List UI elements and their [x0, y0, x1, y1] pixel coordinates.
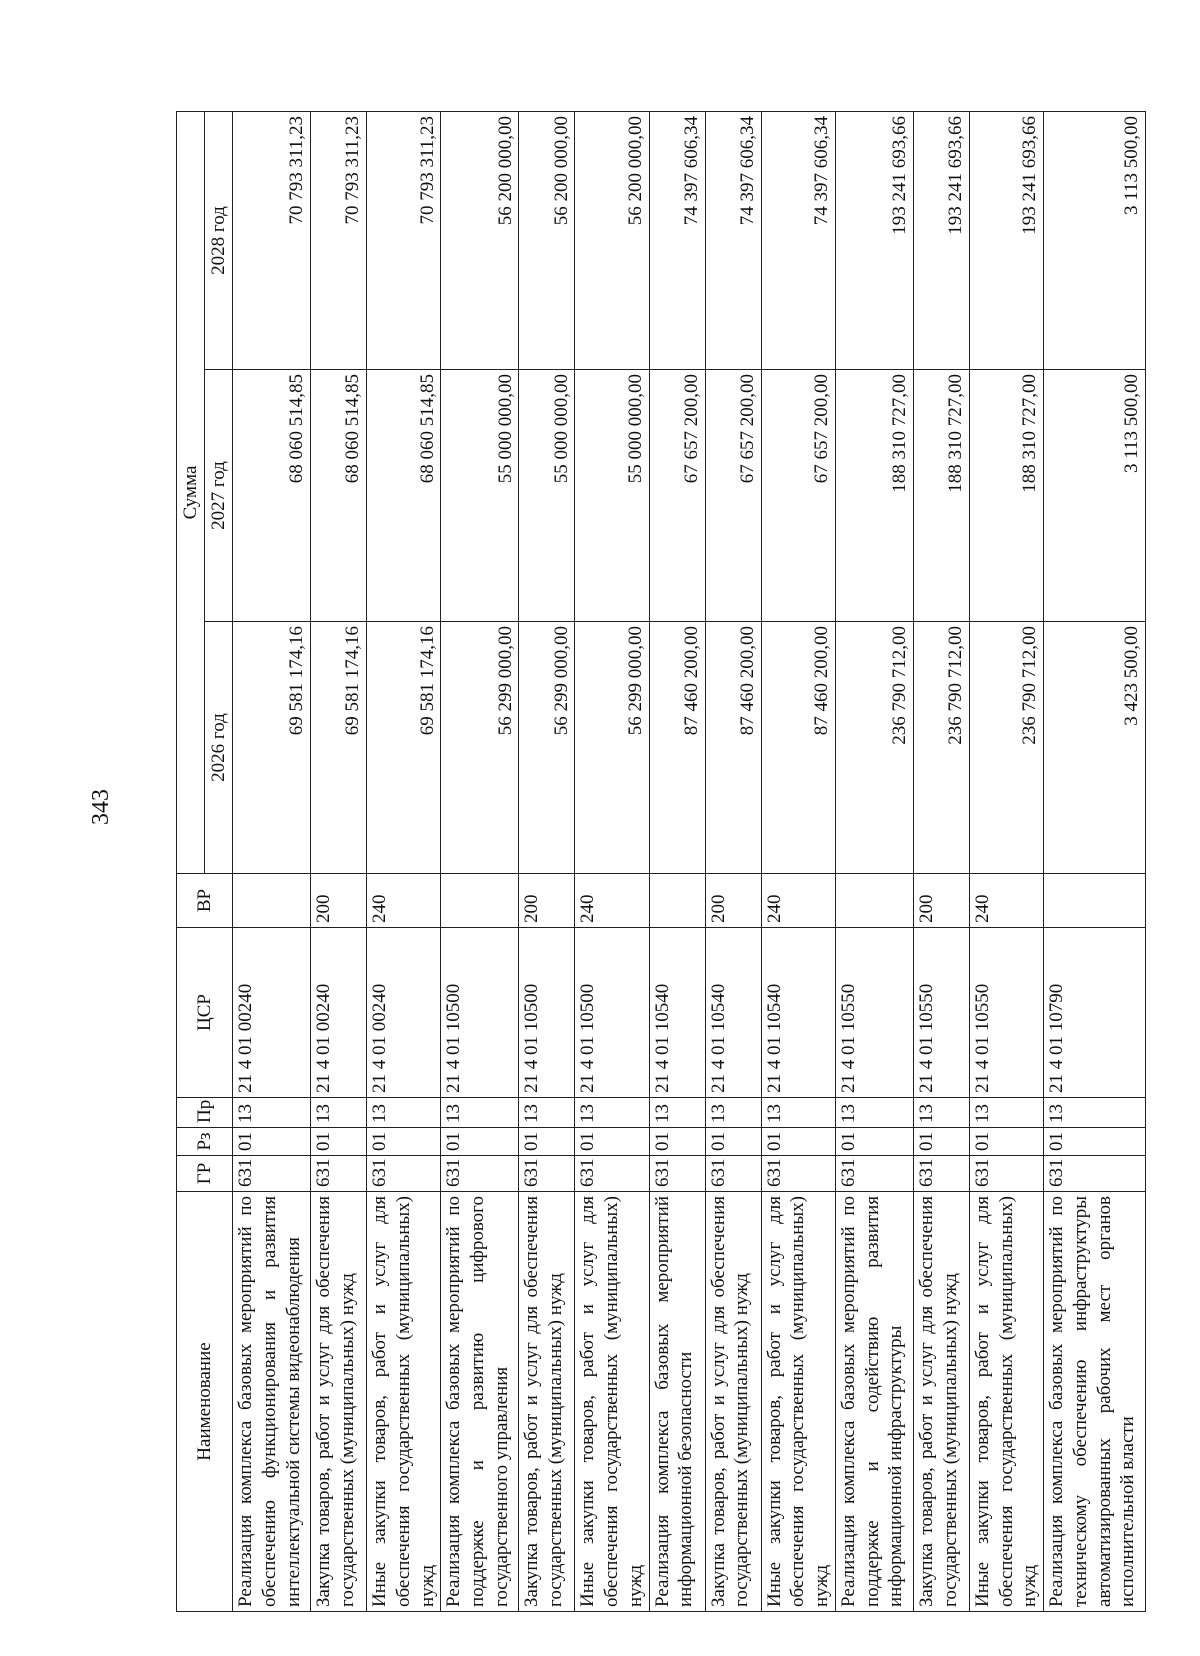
cell-y2027: 67 657 200,00: [761, 370, 835, 622]
cell-name: Закупка товаров, работ и услуг для обеспечения государственных (муниципальных) нужд: [913, 1192, 969, 1612]
cell-rz: 01: [705, 1128, 761, 1156]
cell-y2027: 68 060 514,85: [311, 370, 367, 622]
cell-csr: 21 4 01 10540: [705, 928, 761, 1098]
cell-y2027: 68 060 514,85: [233, 370, 311, 622]
table-row: [575, 112, 649, 1612]
cell-name: Иные закупки товаров, работ и услуг для обеспечения государственных (муниципальных) нужд: [761, 1192, 835, 1612]
cell-rz: 01: [761, 1128, 835, 1156]
cell-rz: 01: [519, 1128, 575, 1156]
header-sum: Сумма: [177, 112, 205, 874]
budget-table: [176, 111, 1146, 1612]
cell-vr: [649, 874, 705, 928]
header-vr: ВР: [177, 874, 233, 928]
header-name: Наименование: [177, 1192, 233, 1612]
cell-y2028: 193 241 693,66: [835, 112, 913, 370]
budget-table-rotated: [176, 112, 1143, 1612]
cell-rz: 01: [233, 1128, 311, 1156]
cell-y2027: 67 657 200,00: [705, 370, 761, 622]
cell-vr: [1044, 874, 1146, 928]
cell-y2027: 55 000 000,00: [575, 370, 649, 622]
cell-y2027: 188 310 727,00: [913, 370, 969, 622]
cell-vr: 240: [367, 874, 441, 928]
cell-y2026: 56 299 000,00: [575, 622, 649, 874]
cell-y2027: 55 000 000,00: [519, 370, 575, 622]
header-gr: ГР: [177, 1156, 233, 1192]
cell-vr: 200: [519, 874, 575, 928]
table-row: [519, 112, 575, 1612]
cell-y2026: 87 460 200,00: [761, 622, 835, 874]
table-row: [367, 112, 441, 1612]
cell-y2027: 68 060 514,85: [367, 370, 441, 622]
cell-pr: 13: [649, 1098, 705, 1128]
table-row: [311, 112, 367, 1612]
cell-pr: 13: [1044, 1098, 1146, 1128]
cell-name: Реализация комплекса базовых мероприятий информационной безопасности: [649, 1192, 705, 1612]
cell-gr: 631: [1044, 1156, 1146, 1192]
cell-y2028: 56 200 000,00: [441, 112, 519, 370]
table-row: [835, 112, 913, 1612]
cell-pr: 13: [575, 1098, 649, 1128]
cell-y2026: 236 790 712,00: [835, 622, 913, 874]
cell-csr: 21 4 01 10500: [575, 928, 649, 1098]
cell-csr: 21 4 01 10550: [835, 928, 913, 1098]
cell-gr: 631: [705, 1156, 761, 1192]
cell-y2026: 56 299 000,00: [519, 622, 575, 874]
cell-y2026: 87 460 200,00: [649, 622, 705, 874]
cell-pr: 13: [441, 1098, 519, 1128]
cell-y2028: 70 793 311,23: [311, 112, 367, 370]
cell-vr: [441, 874, 519, 928]
cell-vr: [835, 874, 913, 928]
cell-y2027: 67 657 200,00: [649, 370, 705, 622]
header-2028: 2028 год: [205, 112, 233, 370]
cell-csr: 21 4 01 10790: [1044, 928, 1146, 1098]
cell-gr: 631: [835, 1156, 913, 1192]
cell-vr: 240: [969, 874, 1043, 928]
cell-pr: 13: [233, 1098, 311, 1128]
cell-name: Закупка товаров, работ и услуг для обеспечения государственных (муниципальных) нужд: [311, 1192, 367, 1612]
cell-name: Реализация комплекса базовых мероприятий по обеспечению функционирования и развития интеллектуальной системы видеонаблюдения: [233, 1192, 311, 1612]
cell-y2028: 193 241 693,66: [969, 112, 1043, 370]
cell-y2027: 188 310 727,00: [835, 370, 913, 622]
table-row: [913, 112, 969, 1612]
cell-rz: 01: [1044, 1128, 1146, 1156]
cell-gr: 631: [969, 1156, 1043, 1192]
cell-gr: 631: [441, 1156, 519, 1192]
cell-y2028: 193 241 693,66: [913, 112, 969, 370]
header-2027: 2027 год: [205, 370, 233, 622]
cell-csr: 21 4 01 10540: [649, 928, 705, 1098]
cell-name: Реализация комплекса базовых мероприятий по поддержке и содействию развития информационной инфраструктуры: [835, 1192, 913, 1612]
cell-gr: 631: [233, 1156, 311, 1192]
cell-csr: 21 4 01 10550: [913, 928, 969, 1098]
header-rz: Рз: [177, 1128, 233, 1156]
table-row: [761, 112, 835, 1612]
cell-name: Закупка товаров, работ и услуг для обеспечения государственных (муниципальных) нужд: [519, 1192, 575, 1612]
cell-name: Иные закупки товаров, работ и услуг для обеспечения государственных (муниципальных) нужд: [575, 1192, 649, 1612]
cell-y2026: 69 581 174,16: [233, 622, 311, 874]
cell-csr: 21 4 01 10550: [969, 928, 1043, 1098]
cell-vr: 200: [913, 874, 969, 928]
cell-y2026: 3 423 500,00: [1044, 622, 1146, 874]
table-row: [233, 112, 311, 1612]
cell-y2026: 69 581 174,16: [311, 622, 367, 874]
cell-gr: 631: [311, 1156, 367, 1192]
cell-y2026: 236 790 712,00: [969, 622, 1043, 874]
cell-name: Реализация комплекса базовых мероприятий по техническому обеспечению инфраструктуры автоматизированных рабочих мест органов исполнительной власти: [1044, 1192, 1146, 1612]
cell-y2028: 56 200 000,00: [575, 112, 649, 370]
table-row: [441, 112, 519, 1612]
cell-y2028: 70 793 311,23: [367, 112, 441, 370]
cell-gr: 631: [367, 1156, 441, 1192]
cell-rz: 01: [441, 1128, 519, 1156]
cell-rz: 01: [311, 1128, 367, 1156]
cell-y2028: 74 397 606,34: [649, 112, 705, 370]
cell-csr: 21 4 01 00240: [311, 928, 367, 1098]
cell-y2026: 87 460 200,00: [705, 622, 761, 874]
cell-y2028: 74 397 606,34: [761, 112, 835, 370]
table-row: [1044, 112, 1146, 1612]
cell-pr: 13: [519, 1098, 575, 1128]
cell-csr: 21 4 01 10540: [761, 928, 835, 1098]
cell-csr: 21 4 01 10500: [441, 928, 519, 1098]
cell-gr: 631: [913, 1156, 969, 1192]
cell-pr: 13: [761, 1098, 835, 1128]
cell-y2027: 188 310 727,00: [969, 370, 1043, 622]
cell-y2026: 56 299 000,00: [441, 622, 519, 874]
cell-vr: 200: [311, 874, 367, 928]
cell-name: Иные закупки товаров, работ и услуг для обеспечения государственных (муниципальных) нужд: [367, 1192, 441, 1612]
cell-pr: 13: [705, 1098, 761, 1128]
cell-gr: 631: [649, 1156, 705, 1192]
cell-y2028: 70 793 311,23: [233, 112, 311, 370]
cell-y2028: 56 200 000,00: [519, 112, 575, 370]
header-csr: ЦСР: [177, 928, 233, 1098]
cell-y2028: 3 113 500,00: [1044, 112, 1146, 370]
table-row: [969, 112, 1043, 1612]
cell-gr: 631: [575, 1156, 649, 1192]
cell-name: Иные закупки товаров, работ и услуг для обеспечения государственных (муниципальных) нужд: [969, 1192, 1043, 1612]
cell-gr: 631: [519, 1156, 575, 1192]
table-row: [649, 112, 705, 1612]
header-pr: Пр: [177, 1098, 233, 1128]
cell-rz: 01: [835, 1128, 913, 1156]
cell-rz: 01: [649, 1128, 705, 1156]
cell-gr: 631: [761, 1156, 835, 1192]
cell-pr: 13: [835, 1098, 913, 1128]
header-2026: 2026 год: [205, 622, 233, 874]
cell-rz: 01: [575, 1128, 649, 1156]
cell-csr: 21 4 01 00240: [233, 928, 311, 1098]
cell-pr: 13: [311, 1098, 367, 1128]
cell-rz: 01: [969, 1128, 1043, 1156]
cell-y2027: 3 113 500,00: [1044, 370, 1146, 622]
cell-y2028: 74 397 606,34: [705, 112, 761, 370]
cell-vr: [233, 874, 311, 928]
cell-pr: 13: [367, 1098, 441, 1128]
cell-vr: 240: [575, 874, 649, 928]
table-row: [705, 112, 761, 1612]
cell-pr: 13: [969, 1098, 1043, 1128]
cell-y2026: 236 790 712,00: [913, 622, 969, 874]
cell-rz: 01: [913, 1128, 969, 1156]
cell-vr: 200: [705, 874, 761, 928]
cell-csr: 21 4 01 10500: [519, 928, 575, 1098]
cell-vr: 240: [761, 874, 835, 928]
page-number: 343: [87, 789, 114, 825]
cell-name: Реализация комплекса базовых мероприятий по поддержке и развитию цифрового государственного управления: [441, 1192, 519, 1612]
cell-pr: 13: [913, 1098, 969, 1128]
cell-csr: 21 4 01 00240: [367, 928, 441, 1098]
cell-y2026: 69 581 174,16: [367, 622, 441, 874]
cell-y2027: 55 000 000,00: [441, 370, 519, 622]
cell-rz: 01: [367, 1128, 441, 1156]
cell-name: Закупка товаров, работ и услуг для обеспечения государственных (муниципальных) нужд: [705, 1192, 761, 1612]
